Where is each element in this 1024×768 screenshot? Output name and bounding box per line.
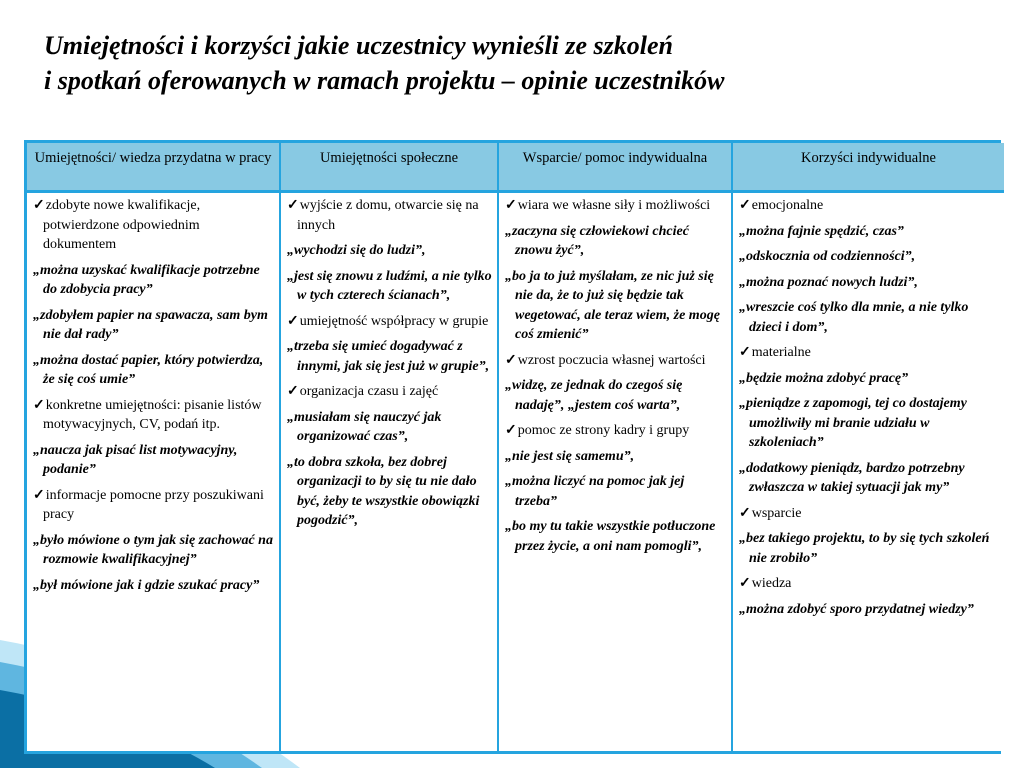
entry-text: umiejętność współpracy w grupie <box>299 313 489 329</box>
bullet-item <box>33 396 275 435</box>
bullet-item <box>739 574 1000 594</box>
entry-text: wyjście z domu, otwarcie się na innych <box>297 198 479 233</box>
column-body <box>27 193 279 751</box>
checkmark-icon: ✓ <box>739 576 751 591</box>
entry-text: „to dobra szkoła, bez dobrej organizacji to by się tu nie dało być, żeby te wszystkie obowiązki pogodzić”, <box>287 454 480 528</box>
table-column-2 <box>279 143 497 751</box>
quote-item <box>739 394 1000 453</box>
quote-item <box>33 306 275 345</box>
column-header: Umiejętności społeczne <box>281 143 497 193</box>
entry-text: konkretne umiejętności: pisanie listów motywacyjnych, CV, podań itp. <box>43 397 262 432</box>
bullet-item <box>739 343 1000 363</box>
entry-text: „nie jest się samemu”, <box>505 448 635 464</box>
checkmark-icon: ✓ <box>739 505 751 521</box>
checkmark-icon: ✓ <box>287 198 299 213</box>
entry-text: „musiałam się nauczyć jak organizować czas”, <box>287 409 442 444</box>
quote-item <box>739 529 1000 568</box>
entry-text: „naucza jak pisać list motywacyjny, podanie” <box>33 442 238 477</box>
entry-text: „można poznać nowych ludzi”, <box>739 274 918 290</box>
quote-item <box>287 453 493 531</box>
entry-text: „odskocznia od codzienności”, <box>739 249 916 264</box>
bullet-item <box>287 382 493 402</box>
bullet-item <box>287 312 493 332</box>
quote-item <box>287 408 493 447</box>
entry-text: „wreszcie coś tylko dla mnie, a nie tylko dzieci i dom”, <box>739 300 969 335</box>
entry-text: materialne <box>751 345 811 360</box>
column-body <box>733 193 1004 751</box>
quote-item <box>287 267 493 306</box>
entry-text: wzrost poczucia własnej wartości <box>517 352 706 368</box>
entry-text: „trzeba się umieć dogadywać z innymi, jak się jest już w grupie”, <box>287 339 490 374</box>
quote-item <box>505 376 727 415</box>
bullet-item <box>287 196 493 235</box>
entry-text: emocjonalne <box>751 198 824 213</box>
entry-text: „bo my tu takie wszystkie potłuczone przez życie, a oni nam pomogli”, <box>505 519 716 554</box>
quote-item <box>739 298 1000 337</box>
checkmark-icon: ✓ <box>33 487 45 503</box>
quote-item <box>33 441 275 480</box>
entry-text: „bo ja to już myślałam, ze nic już się nie da, że to już się będzie tak wegetować, ale teraz wiem, że mogę coś zmienić” <box>505 268 720 342</box>
entry-text: organizacja czasu i zajęć <box>299 384 439 399</box>
table-column-1 <box>27 143 279 751</box>
quote-item <box>739 222 1000 242</box>
entry-text: „dodatkowy pieniądz, bardzo potrzebny zwłaszcza w takiej sytuacji jak my” <box>739 460 965 495</box>
table-column-4 <box>731 143 1004 751</box>
bullet-item <box>33 486 275 525</box>
column-header: Wsparcie/ pomoc indywidualna <box>499 143 731 193</box>
column-header: Umiejętności/ wiedza przydatna w pracy <box>27 143 279 193</box>
entry-text: „wychodzi się do ludzi”, <box>287 243 426 258</box>
checkmark-icon: ✓ <box>287 384 299 399</box>
entry-text: „można dostać papier, który potwierdza, że się coś umie” <box>33 352 264 387</box>
column-body <box>499 193 731 751</box>
entry-text: pomoc ze strony kadry i grupy <box>517 423 690 438</box>
entry-text: „był mówione jak i gdzie szukać pracy” <box>33 577 260 593</box>
checkmark-icon: ✓ <box>33 198 45 213</box>
quote-item <box>739 369 1000 389</box>
quote-item <box>505 517 727 556</box>
entry-text: zdobyte nowe kwalifikacje, potwierdzone odpowiednim dokumentem <box>43 198 201 252</box>
quote-item <box>739 273 1000 293</box>
table-column-3 <box>497 143 731 751</box>
opinions-table <box>24 140 1001 754</box>
checkmark-icon: ✓ <box>505 198 517 213</box>
entry-text: „pieniądze z zapomogi, tej co dostajemy umożliwiły mi branie udziału w szkoleniach” <box>739 396 967 450</box>
quote-item <box>739 600 1000 620</box>
quote-item <box>505 447 727 467</box>
bullet-item <box>33 196 275 255</box>
entry-text: „widzę, ze jednak do czegoś się nadaję”, „jestem coś warta”, <box>505 378 683 413</box>
quote-item <box>505 472 727 511</box>
checkmark-icon: ✓ <box>505 423 517 438</box>
checkmark-icon: ✓ <box>739 198 751 213</box>
quote-item <box>33 576 275 596</box>
entry-text: „zaczyna się człowiekowi chcieć znowu żyć”, <box>505 223 689 258</box>
quote-item <box>33 351 275 390</box>
checkmark-icon: ✓ <box>739 345 751 360</box>
quote-item <box>505 222 727 261</box>
entry-text: „jest się znowu z ludźmi, a nie tylko w tych czterech ścianach”, <box>287 268 492 303</box>
entry-text: „można zdobyć sporo przydatnej wiedzy” <box>739 601 974 617</box>
entry-text: wiara we własne siły i możliwości <box>517 198 711 213</box>
title-line-2: i spotkań oferowanych w ramach projektu – opinie uczestników <box>44 66 725 95</box>
checkmark-icon: ✓ <box>505 352 517 368</box>
entry-text: wiedza <box>751 576 792 591</box>
quote-item <box>505 267 727 345</box>
checkmark-icon: ✓ <box>287 313 299 329</box>
quote-item <box>739 459 1000 498</box>
column-body <box>281 193 497 751</box>
column-header: Korzyści indywidualne <box>733 143 1004 193</box>
bullet-item <box>505 421 727 441</box>
quote-item <box>33 261 275 300</box>
entry-text: wsparcie <box>751 505 802 521</box>
bullet-item <box>739 196 1000 216</box>
bullet-item <box>505 196 727 216</box>
checkmark-icon: ✓ <box>33 397 45 413</box>
quote-item <box>739 247 1000 267</box>
entry-text: „można fajnie spędzić, czas” <box>739 223 904 239</box>
entry-text: „zdobyłem papier na spawacza, sam bym nie dał rady” <box>33 307 268 342</box>
entry-text: „było mówione o tym jak się zachować na rozmowie kwalifikacyjnej” <box>33 532 273 567</box>
entry-text: „można liczyć na pomoc jak jej trzeba” <box>505 474 685 509</box>
entry-text: „będzie można zdobyć pracę” <box>739 370 909 386</box>
bullet-item <box>505 351 727 371</box>
title-line-1: Umiejętności i korzyści jakie uczestnicy wynieśli ze szkoleń <box>44 31 674 60</box>
entry-text: informacje pomocne przy poszukiwani pracy <box>43 487 264 522</box>
quote-item <box>287 337 493 376</box>
entry-text: „bez takiego projektu, to by się tych szkoleń nie zrobiło” <box>739 531 990 566</box>
quote-item <box>33 531 275 570</box>
page-title <box>44 28 724 98</box>
quote-item <box>287 241 493 261</box>
entry-text: „można uzyskać kwalifikacje potrzebne do zdobycia pracy” <box>33 262 260 297</box>
bullet-item <box>739 504 1000 524</box>
